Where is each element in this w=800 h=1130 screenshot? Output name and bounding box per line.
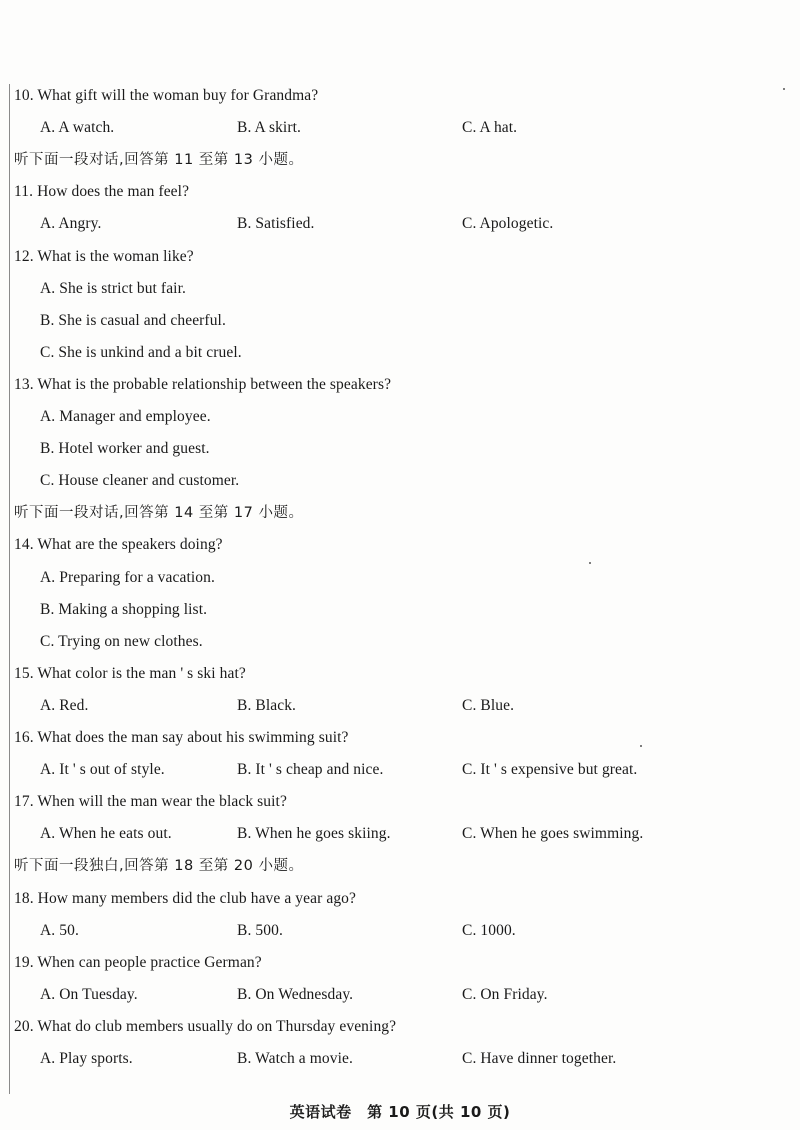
- question-text: 17. When will the man wear the black suit?: [14, 793, 287, 810]
- answer-option-c: C. When he goes swimming.: [462, 825, 644, 842]
- question-text: 20. What do club members usually do on Thursday evening?: [14, 1018, 397, 1035]
- question-text: 10. What gift will the woman buy for Grandma?: [14, 87, 319, 104]
- answer-option-c: C. On Friday.: [462, 986, 548, 1003]
- answer-option: C. House cleaner and customer.: [40, 472, 240, 489]
- scan-speck: [640, 745, 642, 747]
- scan-speck: [783, 88, 785, 90]
- answer-option: B. Making a shopping list.: [40, 601, 208, 618]
- answer-option-c: C. It ' s expensive but great.: [462, 761, 638, 778]
- answer-option-c: C. Apologetic.: [462, 215, 554, 232]
- answer-option-b: B. Black.: [237, 697, 297, 714]
- answer-option-c: C. A hat.: [462, 119, 518, 136]
- answer-option-a: A. A watch.: [40, 119, 115, 136]
- question-text: 13. What is the probable relationship between the speakers?: [14, 376, 392, 393]
- answer-option-b: B. Satisfied.: [237, 215, 315, 232]
- answer-option-c: C. Have dinner together.: [462, 1050, 617, 1067]
- answer-option-b: B. On Wednesday.: [237, 986, 354, 1003]
- section-instruction: 听下面一段对话,回答第 11 至第 13 小题。: [14, 152, 304, 168]
- section-instruction: 听下面一段独白,回答第 18 至第 20 小题。: [14, 858, 304, 874]
- answer-option-c: C. 1000.: [462, 922, 516, 939]
- answer-option: B. She is casual and cheerful.: [40, 312, 226, 329]
- question-text: 15. What color is the man ' s ski hat?: [14, 665, 246, 682]
- answer-option: C. Trying on new clothes.: [40, 633, 203, 650]
- answer-option: A. Preparing for a vacation.: [40, 569, 215, 586]
- binding-margin-line: [9, 84, 10, 1094]
- answer-option-b: B. When he goes skiing.: [237, 825, 391, 842]
- answer-option-a: A. On Tuesday.: [40, 986, 138, 1003]
- question-text: 11. How does the man feel?: [14, 183, 190, 200]
- page-footer: 英语试卷 第 10 页(共 10 页): [289, 1103, 511, 1121]
- question-text: 14. What are the speakers doing?: [14, 536, 223, 553]
- question-text: 18. How many members did the club have a year ago?: [14, 890, 357, 907]
- question-text: 16. What does the man say about his swimming suit?: [14, 729, 349, 746]
- answer-option-a: A. Red.: [40, 697, 89, 714]
- section-instruction: 听下面一段对话,回答第 14 至第 17 小题。: [14, 505, 304, 521]
- answer-option: A. She is strict but fair.: [40, 280, 186, 297]
- answer-option: A. Manager and employee.: [40, 408, 211, 425]
- answer-option-b: B. A skirt.: [237, 119, 301, 136]
- answer-option-a: A. 50.: [40, 922, 79, 939]
- answer-option-b: B. 500.: [237, 922, 283, 939]
- answer-option-a: A. Angry.: [40, 215, 102, 232]
- answer-option-a: A. When he eats out.: [40, 825, 172, 842]
- answer-option-a: A. It ' s out of style.: [40, 761, 165, 778]
- answer-option: C. She is unkind and a bit cruel.: [40, 344, 242, 361]
- scan-speck: [589, 562, 591, 564]
- question-text: 12. What is the woman like?: [14, 248, 194, 265]
- question-text: 19. When can people practice German?: [14, 954, 262, 971]
- answer-option-b: B. Watch a movie.: [237, 1050, 353, 1067]
- answer-option: B. Hotel worker and guest.: [40, 440, 210, 457]
- answer-option-b: B. It ' s cheap and nice.: [237, 761, 384, 778]
- answer-option-c: C. Blue.: [462, 697, 515, 714]
- answer-option-a: A. Play sports.: [40, 1050, 133, 1067]
